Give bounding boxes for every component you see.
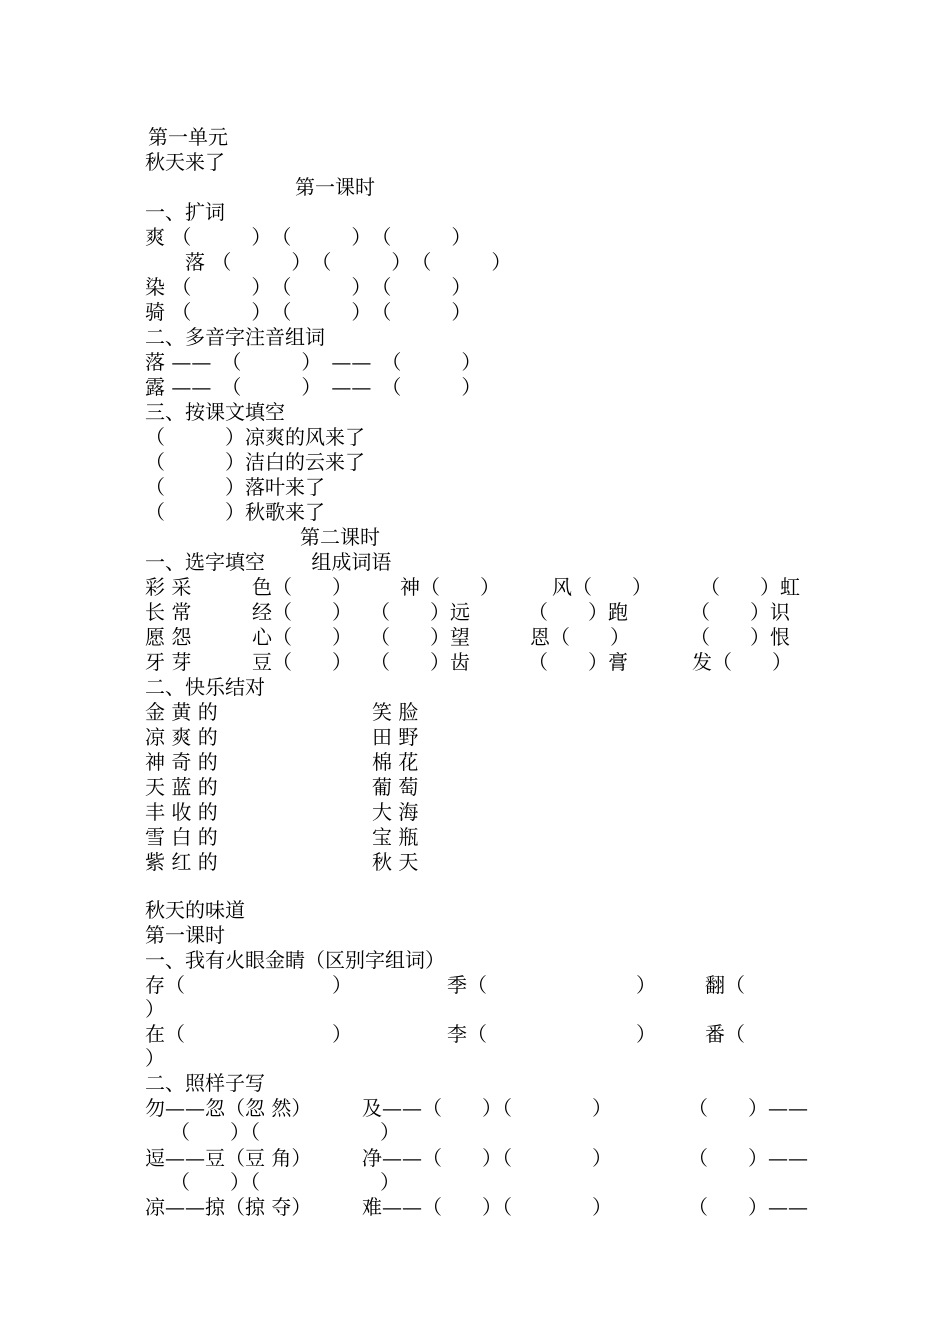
exercise-row: （ ）洁白的云来了 [145, 450, 365, 474]
question-title: 一、我有火眼金睛（区别字组词） [145, 948, 445, 972]
match-left: 金 黄 的 [145, 700, 218, 724]
blank-cell: 经（ ） [252, 600, 352, 624]
char-pair: 愿 怨 [145, 625, 192, 649]
blank-cell: （ ）识 [690, 600, 790, 624]
task-item: 及——（ ）（ ） [362, 1096, 612, 1120]
blank-cell: 恩（ ） [530, 625, 630, 649]
blank-open: 季（ [447, 973, 487, 997]
exercise-row: 落 （ ） （ ） （ ） [185, 250, 512, 274]
task-extra: （ ）—— [688, 1146, 808, 1170]
match-right: 秋 天 [372, 850, 419, 874]
blank-close: ） [332, 1022, 352, 1046]
match-right: 田 野 [372, 725, 419, 749]
blank-open: 番（ [705, 1022, 745, 1046]
blank-cell: 心（ ） [252, 625, 352, 649]
lesson-title: 秋天的味道 [145, 898, 245, 922]
blank-cell: （ ）远 [370, 600, 470, 624]
match-left: 凉 爽 的 [145, 725, 218, 749]
question-title: 二、快乐结对 [145, 675, 265, 699]
exercise-row: （ ）凉爽的风来了 [145, 425, 365, 449]
blank-cell: 神（ ） [400, 575, 500, 599]
blank-cell: （ ）跑 [528, 600, 628, 624]
char-pair: 长 常 [145, 600, 192, 624]
task-continuation: （ ）（ ） [170, 1120, 400, 1144]
blank-open: 在（ [145, 1022, 185, 1046]
exercise-row: 染 （ ） （ ） （ ） [145, 275, 472, 299]
period-heading: 第一课时 [145, 923, 225, 947]
blank-open: 存（ [145, 973, 185, 997]
exercise-row: 落 —— （ ） —— （ ） [145, 350, 482, 374]
exercise-row: 露 —— （ ） —— （ ） [145, 375, 482, 399]
example-item: 勿——忽（忽 然） [145, 1096, 312, 1120]
question-title: 三、按课文填空 [145, 400, 285, 424]
period-heading: 第二课时 [300, 525, 380, 549]
blank-open: 李（ [447, 1022, 487, 1046]
lesson-title: 秋天来了 [145, 150, 225, 174]
blank-close: ） [636, 1022, 656, 1046]
question-title: 二、照样子写 [145, 1071, 265, 1095]
blank-close: ） [332, 973, 352, 997]
task-item: 净——（ ）（ ） [362, 1146, 612, 1170]
example-item: 凉——掠（掠 夺） [145, 1195, 312, 1219]
question-title: 二、多音字注音组词 [145, 325, 325, 349]
example-item: 逗——豆（豆 角） [145, 1146, 312, 1170]
match-right: 宝 瓶 [372, 825, 419, 849]
blank-cell: （ ）恨 [690, 625, 790, 649]
char-pair: 牙 芽 [145, 650, 192, 674]
period-heading: 第一课时 [295, 175, 375, 199]
exercise-row: 骑 （ ） （ ） （ ） [145, 300, 472, 324]
unit-title: 第一单元 [148, 125, 228, 149]
blank-open: 翻（ [705, 973, 745, 997]
blank-cell: 色（ ） [252, 575, 352, 599]
match-left: 神 奇 的 [145, 750, 218, 774]
blank-cell: （ ）齿 [370, 650, 470, 674]
match-left: 雪 白 的 [145, 825, 218, 849]
blank-cell: 发（ ） [692, 650, 792, 674]
exercise-row: （ ）秋歌来了 [145, 500, 325, 524]
match-left: 紫 红 的 [145, 850, 218, 874]
match-right: 葡 萄 [372, 775, 419, 799]
match-left: 丰 收 的 [145, 800, 218, 824]
exercise-row: （ ）落叶来了 [145, 475, 325, 499]
blank-cell: （ ）望 [370, 625, 470, 649]
blank-cell: （ ）虹 [700, 575, 800, 599]
question-title: 一、选字填空 组成词语 [145, 550, 392, 574]
blank-close: ） [145, 1046, 165, 1070]
blank-close: ） [145, 997, 165, 1021]
blank-cell: （ ）膏 [528, 650, 628, 674]
task-item: 难——（ ）（ ） [362, 1195, 612, 1219]
match-right: 大 海 [372, 800, 419, 824]
blank-cell: 豆（ ） [252, 650, 352, 674]
task-extra: （ ）—— [688, 1195, 808, 1219]
match-right: 笑 脸 [372, 700, 419, 724]
char-pair: 彩 采 [145, 575, 192, 599]
exercise-row: 爽 （ ） （ ） （ ） [145, 225, 472, 249]
blank-cell: 风（ ） [552, 575, 652, 599]
question-title: 一、扩词 [145, 200, 225, 224]
blank-close: ） [636, 973, 656, 997]
match-right: 棉 花 [372, 750, 419, 774]
match-left: 天 蓝 的 [145, 775, 218, 799]
task-extra: （ ）—— [688, 1096, 808, 1120]
task-continuation: （ ）（ ） [170, 1170, 400, 1194]
